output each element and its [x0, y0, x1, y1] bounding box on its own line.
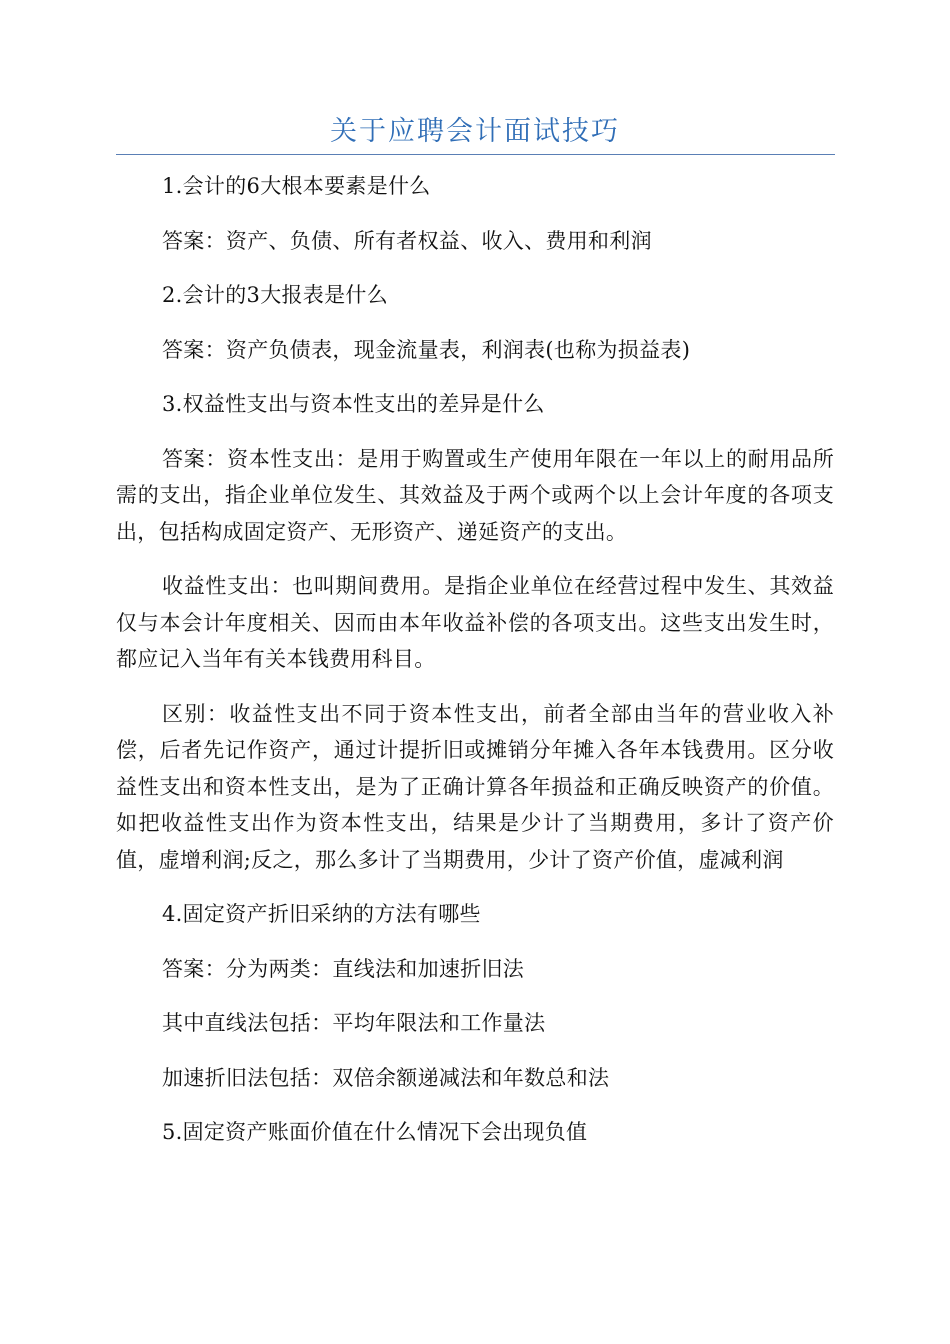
paragraph: 答案：资本性支出：是用于购置或生产使用年限在一年以上的耐用品所需的支出，指企业单位发生、其效益及于两个或两个以上会计年度的各项支出，包括构成固定资产、无形资产、递延资产的支出。 — [116, 446, 834, 544]
document-body — [116, 168, 834, 1169]
paragraph: 1.会计的6大根本要素是什么 — [162, 174, 431, 198]
paragraph: 答案：资产、负债、所有者权益、收入、费用和利润 — [162, 228, 652, 253]
paragraph: 2.会计的3大报表是什么 — [162, 283, 388, 307]
title-divider — [116, 154, 835, 155]
paragraph: 3.权益性支出与资本性支出的差异是什么 — [162, 392, 545, 416]
paragraph: 4.固定资产折旧采纳的方法有哪些 — [162, 902, 481, 926]
paragraph: 答案：分为两类：直线法和加速折旧法 — [162, 956, 525, 981]
paragraph: 5.固定资产账面价值在什么情况下会出现负值 — [162, 1120, 588, 1144]
paragraph: 收益性支出：也叫期间费用。是指企业单位在经营过程中发生、其效益仅与本会计年度相关、因而由本年收益补偿的各项支出。这些支出发生时，都应记入当年有关本钱费用科目。 — [116, 574, 834, 671]
paragraph: 区别：收益性支出不同于资本性支出，前者全部由当年的营业收入补偿，后者先记作资产，通过计提折旧或摊销分年摊入各年本钱费用。区分收益性支出和资本性支出，是为了正确计算各年损益和正确反映资产的价值。如把收益性支出作为资本性支出，结果是少计了当期费用，多计了资产价值，虚增利润;反之，那么多计了当期费用，少计了资产价值，虚减利润 — [116, 701, 834, 872]
paragraph: 答案：资产负债表，现金流量表，利润表(也称为损益表) — [162, 337, 691, 362]
paragraph: 加速折旧法包括：双倍余额递减法和年数总和法 — [162, 1065, 610, 1090]
document-title: 关于应聘会计面试技巧 — [330, 116, 620, 147]
paragraph: 其中直线法包括：平均年限法和工作量法 — [162, 1011, 546, 1035]
